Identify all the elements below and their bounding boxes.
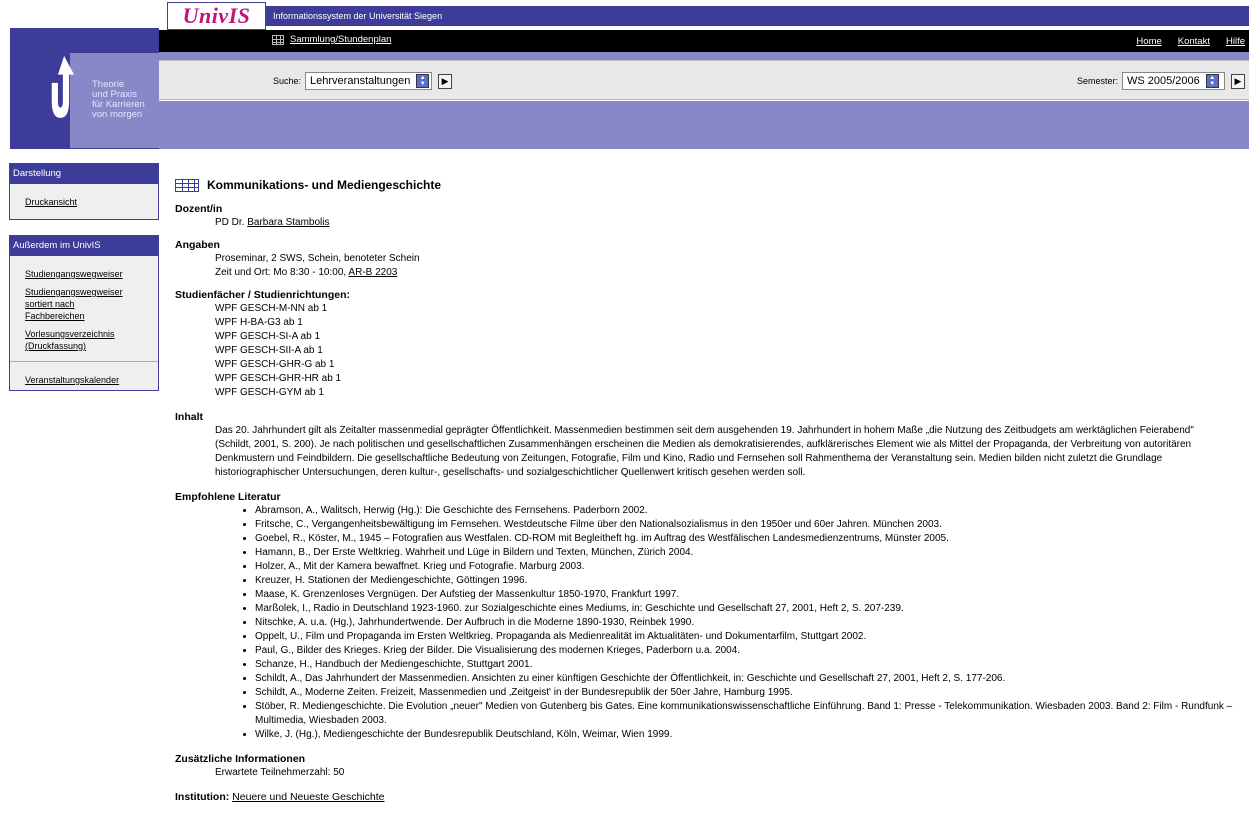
literatur-item: • Oppelt, U., Film und Propaganda im Ersten Weltkrieg. Propaganda als Medienrealität im Aktualitäten- und Dokumentarfilm, Stuttgart 2002.	[255, 630, 1235, 644]
sidebar-item-vorlesungsverzeichnis	[10, 328, 140, 352]
system-title-bar	[265, 6, 1249, 26]
university-u-icon	[30, 56, 90, 122]
dozent-link[interactable]: Barbara Stambolis	[247, 217, 330, 228]
angaben-line: Proseminar, 2 SWS, Schein, benoteter Schein	[215, 253, 420, 264]
faecher-item: WPF H-BA-G3 ab 1	[215, 317, 303, 328]
sidebar-item-wegweiser	[10, 268, 158, 280]
faecher-item: WPF GESCH-GYM ab 1	[215, 387, 324, 398]
sidebar-item-wegweiser-sortiert	[10, 286, 150, 322]
faecher-heading: Studienfächer / Studienrichtungen:	[175, 289, 351, 301]
sidebar-ausserdem-title: Außerdem im UnivIS	[10, 236, 158, 256]
sidebar-item-druckansicht	[10, 196, 158, 208]
university-logo[interactable]	[10, 28, 159, 149]
literatur-item: • Fritsche, C., Vergangenheitsbewältigung im Fernsehen. Westdeutsche Filme über den Nationalsozialismus in den 1950er und 60er Jahren. München 2003.	[255, 518, 1235, 532]
semester-select-value: WS 2005/2006	[1127, 75, 1200, 87]
nav-right-links	[1136, 36, 1245, 47]
literatur-item: • Nitschke, A. u.a. (Hg.), Jahrhundertwende. Der Aufbruch in die Moderne 1890-1930, Reinbek 1990.	[255, 616, 1235, 630]
kontakt-link[interactable]: Kontakt	[1177, 36, 1210, 47]
slogan-line: Theorie	[92, 79, 125, 90]
page-title: Kommunikations- und Mediengeschichte	[207, 178, 442, 192]
semester-select[interactable]	[1122, 72, 1225, 90]
literatur-item: • Abramson, A., Walitsch, Herwig (Hg.): Die Geschichte des Fernsehens. Paderborn 2002.	[255, 504, 1235, 518]
faecher-item: WPF GESCH-M-NN ab 1	[215, 303, 328, 314]
dozent-body	[175, 216, 1235, 230]
faecher-item: WPF GESCH-SII-A ab 1	[215, 345, 323, 356]
literatur-item: • Goebel, R., Köster, M., 1945 – Fotografien aus Westfalen. CD-ROM mit Begleitheft hg. im Auftrag des Westfälischen Landesmedienzentrums, Münster 2005.	[255, 532, 1235, 546]
inhalt-heading: Inhalt	[175, 411, 203, 423]
select-arrows-icon: ▲ ▼	[1206, 74, 1219, 88]
angaben-time-line	[215, 266, 1235, 280]
faecher-item: WPF GESCH-GHR-HR ab 1	[215, 373, 342, 384]
inhalt-text: Das 20. Jahrhundert gilt als Zeitalter massenmedial geprägter Öffentlichkeit. Massenmedien bestimmen seit dem ausgehenden 19. Jahrhundert in hohem Maße „die Nutzung des Zeitbudgets am werktäglichen Feierabend" (Schildt, 2001, S. 200). Je nach politischen und gesellschaftlichen Zusammenhängen erscheinen die Medien als demokratisierendes, aufklärerisches Element wie als Mittel der Propaganda, der Verbreitung von autoritären Denkmustern und Feindbildern. Die gesellschaftliche Bedeutung von Zeitungen, Fotografie, Film und Kino, Radio und Fernsehen soll Rahmenthema der Veranstaltung sein. Medien bilden nicht zuletzt die Grundlage historiographischer Untersuchungen, deren kultur-, gesellschafts- und sozialgeschichtlicher Quellenwert kritisch gesehen werden soll.	[215, 425, 1194, 478]
room-link[interactable]: AR-B 2203	[348, 267, 398, 278]
time-place: Zeit und Ort: Mo 8:30 - 10:00,	[215, 267, 347, 278]
semester-go-button[interactable]	[1231, 74, 1245, 89]
institution-label: Institution:	[175, 791, 230, 803]
nav-left	[272, 34, 391, 45]
studiengangswegweiser-link[interactable]: Studiengangswegweiser	[25, 269, 123, 279]
literatur-item: • Paul, G., Bilder des Krieges. Krieg der Bilder. Die Visualisierung des modernen Krieges, Paderborn u.a. 2004.	[255, 644, 1235, 658]
play-icon: ▶	[441, 75, 449, 86]
search-select-value: Lehrveranstaltungen	[310, 75, 411, 87]
slogan-line: und Praxis	[92, 89, 137, 100]
header-lower-band	[159, 101, 1249, 149]
page-title-row	[175, 178, 1235, 192]
table-icon	[175, 179, 199, 192]
sidebar-divider	[10, 361, 158, 362]
header-band	[159, 52, 1249, 60]
system-title: Informationssystem der Universität Siegen	[273, 11, 443, 21]
literatur-item: • Kreuzer, H. Stationen der Mediengeschichte, Göttingen 1996.	[255, 574, 1235, 588]
grid-icon	[272, 35, 284, 45]
literatur-item: • Hamann, B., Der Erste Weltkrieg. Wahrheit und Lüge in Bildern und Texten, München, Zürich 2004.	[255, 546, 1235, 560]
slogan-line: von morgen	[92, 109, 143, 120]
sidebar-darstellung	[9, 163, 159, 220]
literatur-item: • Maase, K. Grenzenloses Vergnügen. Der Aufstieg der Massenkultur 1850-1970, Frankfurt 1997.	[255, 588, 1235, 602]
univis-logo[interactable]	[167, 2, 266, 30]
literatur-item: • Schildt, A., Das Jahrhundert der Massenmedien. Ansichten zu einer künftigen Geschichte der Öffentlichkeit, in: Geschichte und Gesellschaft 27, 2001, Heft 2, S. 177-206.	[255, 672, 1235, 686]
play-icon: ▶	[1234, 75, 1242, 86]
literatur-item: • Marßolek, I., Radio in Deutschland 1923-1960. zur Sozialgeschichte eines Mediums, in: Geschichte und Gesellschaft 27, 2001, Heft 2, S. 207-239.	[255, 602, 1235, 616]
main-content	[175, 178, 1235, 804]
zusatz-text: Erwartete Teilnehmerzahl: 50	[215, 767, 345, 778]
univis-logo-text: UnivIS	[182, 3, 251, 28]
semester-label: Semester:	[1076, 76, 1118, 86]
institution-row	[175, 790, 1235, 804]
faecher-item: WPF GESCH-GHR-G ab 1	[215, 359, 335, 370]
institution-link[interactable]: Neuere und Neueste Geschichte	[232, 791, 385, 803]
sidebar-ausserdem	[9, 235, 159, 391]
druckansicht-link[interactable]: Druckansicht	[25, 197, 78, 207]
literatur-item: • Schanze, H., Handbuch der Mediengeschichte, Stuttgart 2001.	[255, 658, 1235, 672]
sidebar-darstellung-title: Darstellung	[10, 164, 158, 184]
nav-bar	[159, 30, 1249, 52]
veranstaltungskalender-link[interactable]: Veranstaltungskalender	[25, 375, 120, 385]
logo-slogan	[92, 80, 145, 120]
home-link[interactable]: Home	[1136, 36, 1162, 47]
select-arrows-icon: ▲ ▼	[416, 74, 429, 88]
faecher-list	[175, 302, 1235, 400]
sammlung-link[interactable]: Sammlung/Stundenplan	[290, 34, 392, 45]
search-select[interactable]	[305, 72, 432, 90]
dozent-prefix: PD Dr.	[215, 217, 245, 228]
slogan-line: für Karrieren	[92, 99, 145, 110]
search-bar	[159, 60, 1249, 100]
literatur-item: • Stöber, R. Mediengeschichte. Die Evolution „neuer" Medien von Gutenberg bis Gates. Eine kommunikationswissenschaftliche Einführung. Band 1: Presse - Telekommunikation. Wiesbaden 2003. Band 2: Film - Rundfunk – Multimedia, Wiesbaden 2003.	[255, 700, 1235, 728]
search-row	[273, 72, 452, 90]
wegweiser-sortiert-link[interactable]: Studiengangswegweiser sortiert nach Fachbereichen	[25, 287, 123, 321]
angaben-body	[175, 252, 1235, 280]
faecher-item: WPF GESCH-SI-A ab 1	[215, 331, 321, 342]
search-label: Suche:	[273, 76, 302, 86]
literatur-item: • Holzer, A., Mit der Kamera bewaffnet. Krieg und Fotografie. Marburg 2003.	[255, 560, 1235, 574]
literatur-list	[175, 504, 1235, 742]
vorlesungsverzeichnis-link[interactable]: Vorlesungsverzeichnis (Druckfassung)	[25, 329, 115, 351]
sidebar-item-kalender	[10, 374, 158, 386]
search-go-button[interactable]	[438, 74, 452, 89]
semester-row	[1077, 72, 1245, 90]
hilfe-link[interactable]: Hilfe	[1225, 36, 1245, 47]
literatur-item: • Wilke, J. (Hg.), Mediengeschichte der Bundesrepublik Deutschland, Köln, Weimar, Wien 1999.	[255, 728, 1235, 742]
literatur-heading: Empfohlene Literatur	[175, 491, 281, 503]
zusatz-heading: Zusätzliche Informationen	[175, 753, 306, 765]
angaben-heading: Angaben	[175, 239, 220, 251]
literatur-item: • Schildt, A., Moderne Zeiten. Freizeit, Massenmedien und ‚Zeitgeist' in der Bundesrepublik der 50er Jahre, Hamburg 1995.	[255, 686, 1235, 700]
dozent-heading: Dozent/in	[175, 203, 223, 215]
